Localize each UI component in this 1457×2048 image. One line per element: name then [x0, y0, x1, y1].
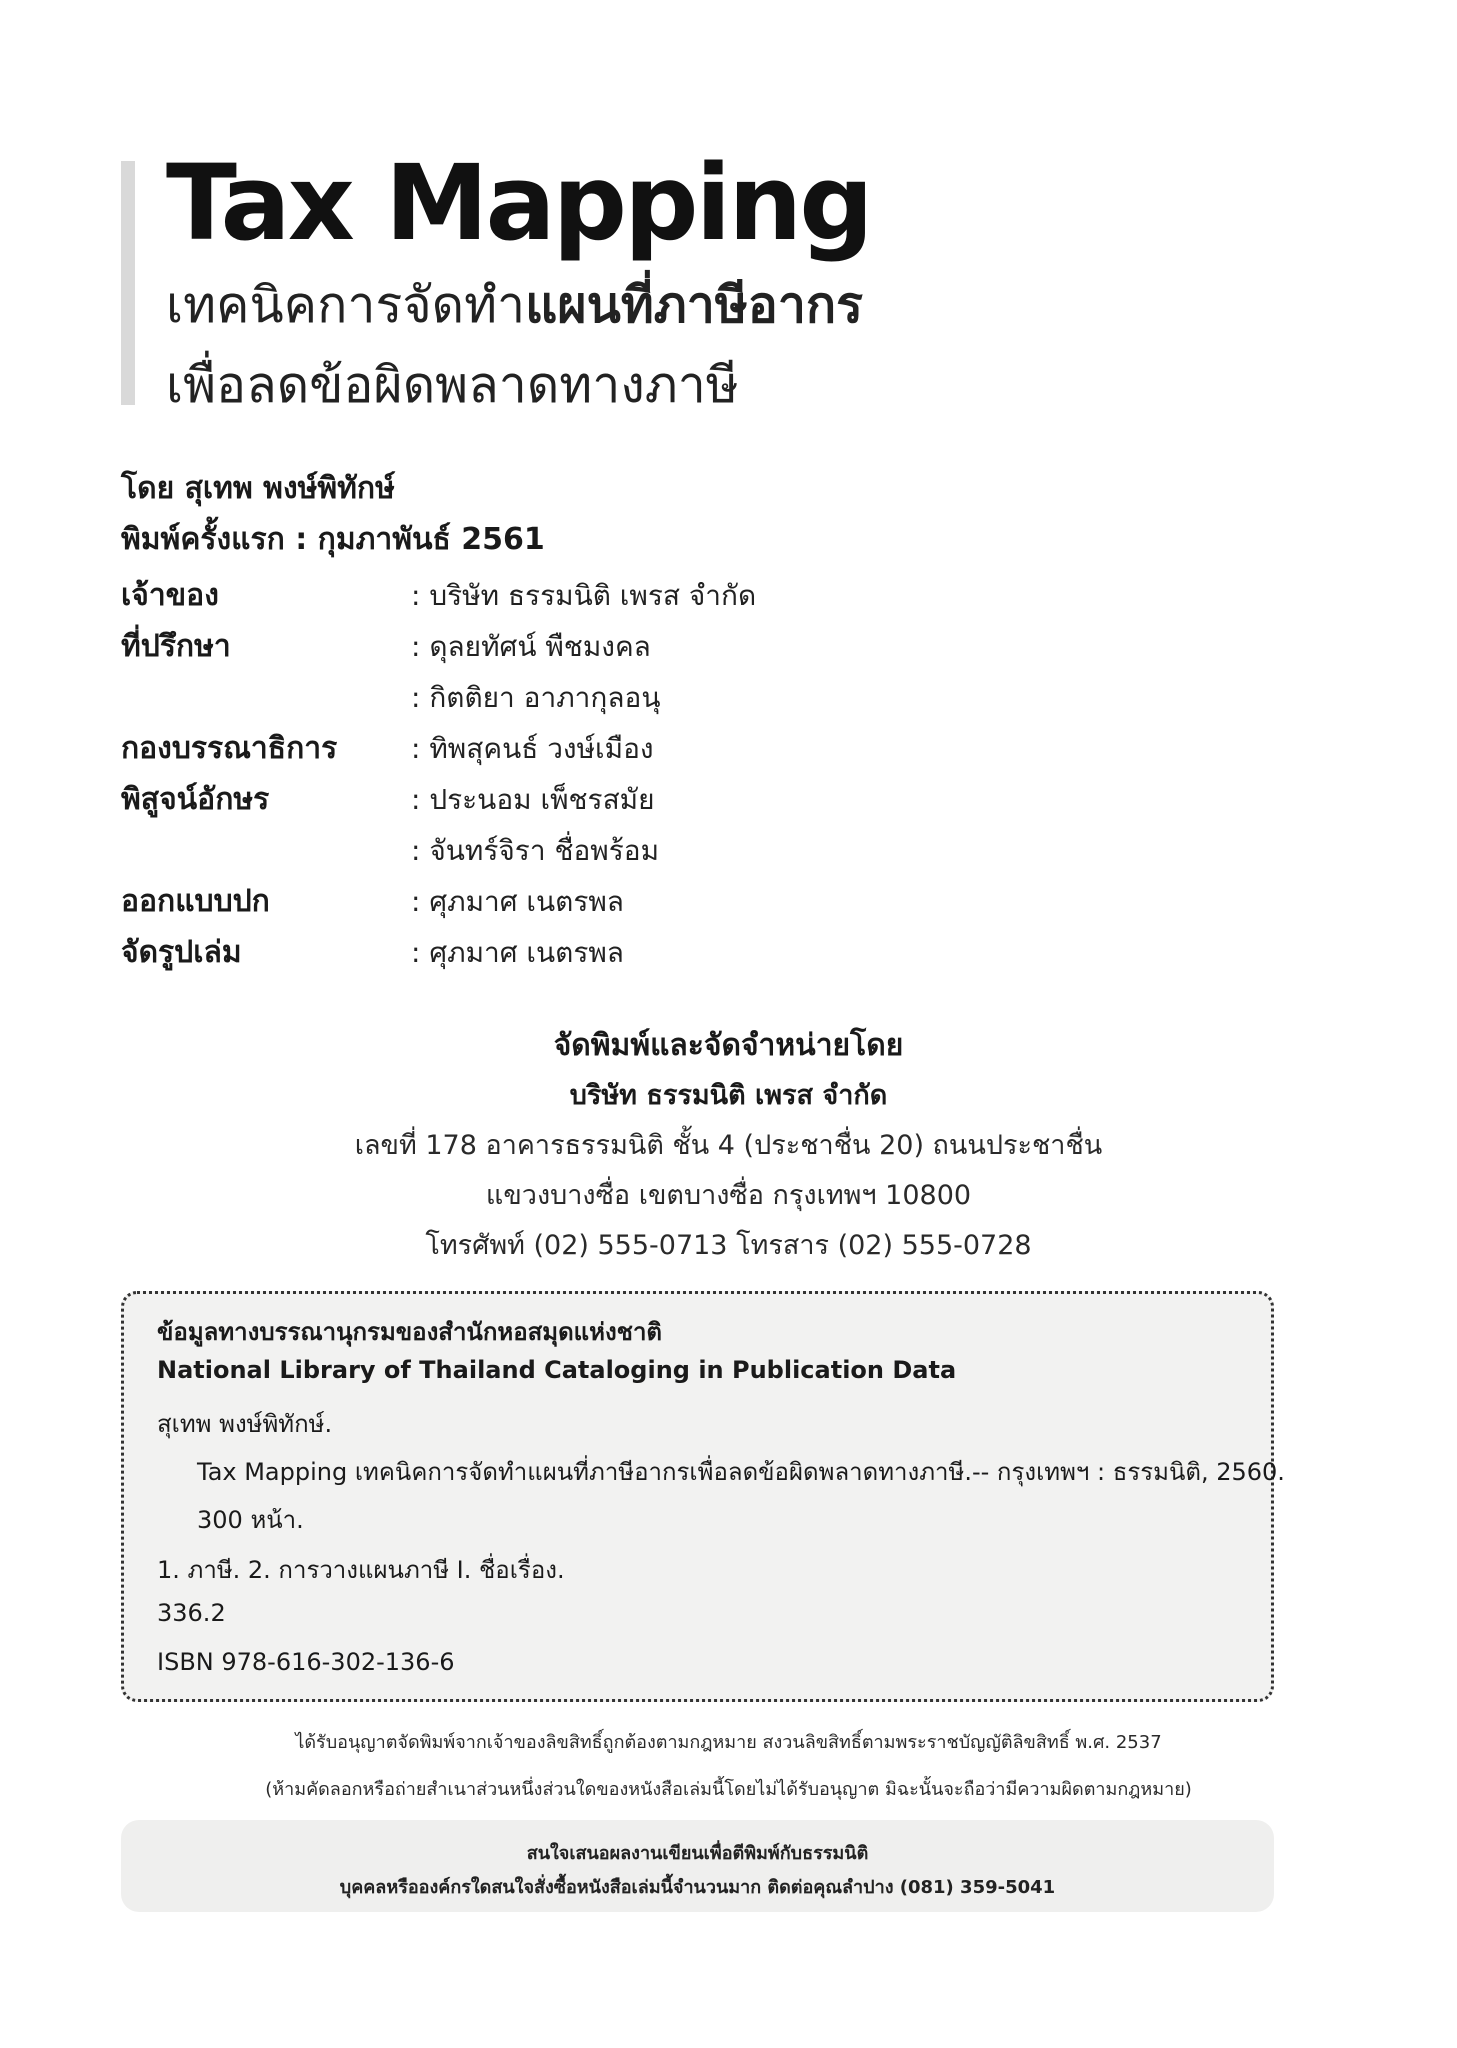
- credit-role: จัดรูปเล่ม: [121, 935, 242, 970]
- promo-line-1: สนใจเสนอผลงานเขียนเพื่อตีพิมพ์กับธรรมนิติ: [526, 1843, 869, 1864]
- credit-name: : ศุภมาศ เนตรพล: [411, 884, 624, 918]
- credit-row: [121, 570, 1021, 621]
- credit-role: ที่ปรึกษา: [121, 629, 231, 664]
- book-title: Tax Mapping: [166, 142, 871, 264]
- book-subtitle-line-1: [166, 272, 863, 338]
- credit-name: : ดุลยทัศน์ พืชมงคล: [411, 629, 651, 663]
- publisher-heading: จัดพิมพ์และจัดจำหน่ายโดย: [553, 1028, 904, 1063]
- cip-subjects: 1. ภาษี. 2. การวางแผนภาษี I. ชื่อเรื่อง.: [157, 1556, 565, 1584]
- credit-role: พิสูจน์อักษร: [121, 782, 270, 817]
- credit-role: กองบรรณาธิการ: [121, 731, 338, 766]
- cip-heading-thai: ข้อมูลทางบรรณานุกรมของสำนักหอสมุดแห่งชาติ: [157, 1318, 663, 1346]
- cip-author: สุเทพ พงษ์พิทักษ์.: [157, 1410, 333, 1438]
- credits-list: [121, 570, 1021, 978]
- cataloging-box: [121, 1291, 1285, 1702]
- credit-row: [121, 723, 1021, 774]
- publisher-address-line-2: แขวงบางซื่อ เขตบางซื่อ กรุงเทพฯ 10800: [485, 1180, 972, 1211]
- copyright-warning: (ห้ามคัดลอกหรือถ่ายสำเนาส่วนหนึ่งส่วนใดของหนังสือเล่มนี้โดยไม่ได้รับอนุญาต มิฉะนั้นจะถือว่ามีความผิดตามกฎหมาย): [265, 1779, 1192, 1800]
- book-subtitle-line-2: เพื่อลดข้อผิดพลาดทางภาษี: [166, 356, 739, 414]
- author-line: โดย สุเทพ พงษ์พิทักษ์: [121, 471, 395, 506]
- credit-row: [121, 621, 1021, 672]
- publisher-address-line-1: เลขที่ 178 อาคารธรรมนิติ ชั้น 4 (ประชาชื่น 20) ถนนประชาชื่น: [354, 1130, 1103, 1161]
- publisher-block: [0, 1021, 1457, 1271]
- publisher-company: บริษัท ธรรมนิติ เพรส จำกัด: [569, 1080, 888, 1111]
- publisher-phone: โทรศัพท์ (02) 555-0713 โทรสาร (02) 555-0728: [425, 1230, 1032, 1261]
- copyright-notice: ได้รับอนุญาตจัดพิมพ์จากเจ้าของลิขสิทธิ์ถูกต้องตามกฎหมาย สงวนลิขสิทธิ์ตามพระราชบัญญัติลิขสิทธิ์ พ.ศ. 2537: [295, 1732, 1162, 1753]
- credit-name: : ทิพสุคนธ์ วงษ์เมือง: [411, 731, 654, 765]
- cip-title-entry: Tax Mapping เทคนิคการจัดทำแผนที่ภาษีอากรเพื่อลดข้อผิดพลาดทางภาษี.-- กรุงเทพฯ : ธรรมนิติ, 2560.: [197, 1458, 1285, 1486]
- credit-name: : ศุภมาศ เนตรพล: [411, 935, 624, 969]
- credit-row: [121, 774, 1021, 825]
- printing-line: พิมพ์ครั้งแรก : กุมภาพันธ์ 2561: [121, 522, 545, 557]
- cip-isbn: ISBN 978-616-302-136-6: [157, 1648, 455, 1676]
- promo-box: [121, 1820, 1274, 1912]
- credit-name: : ประนอม เพ็ชรสมัย: [411, 782, 655, 816]
- credit-name: : บริษัท ธรรมนิติ เพรส จำกัด: [411, 578, 757, 612]
- subtitle-light-text: เทคนิคการจัดทำ: [166, 276, 526, 334]
- credit-name: : จันทร์จิรา ชื่อพร้อม: [411, 833, 660, 867]
- credit-row: [121, 672, 1021, 723]
- cip-classification: 336.2: [157, 1599, 226, 1627]
- subtitle-bold-text: แผนที่ภาษีอากร: [525, 276, 864, 334]
- cip-pages: 300 หน้า.: [197, 1506, 304, 1534]
- credit-row: [121, 825, 1021, 876]
- promo-line-2: บุคคลหรือองค์กรใดสนใจสั่งซื้อหนังสือเล่มนี้จำนวนมาก ติดต่อคุณลำปาง (081) 359-5041: [339, 1877, 1056, 1898]
- cip-heading-english: National Library of Thailand Cataloging in Publication Data: [157, 1356, 957, 1384]
- credit-name: : กิตติยา อาภากุลอนุ: [411, 680, 661, 714]
- credit-role: เจ้าของ: [121, 578, 219, 613]
- credit-role: ออกแบบปก: [121, 884, 270, 919]
- credit-row: [121, 876, 1021, 927]
- credit-row: [121, 927, 1021, 978]
- title-accent-bar: [121, 161, 135, 405]
